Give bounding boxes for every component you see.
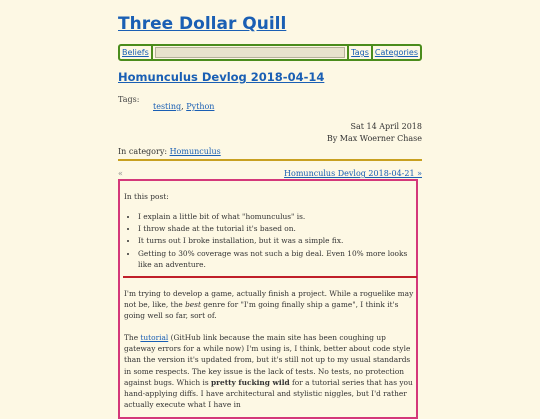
paragraph-text: The	[124, 333, 141, 342]
search-input[interactable]	[155, 47, 345, 58]
post-title-link[interactable]: Homunculus Devlog 2018-04-14	[118, 70, 325, 84]
site-title-link[interactable]: Three Dollar Quill	[118, 14, 287, 34]
paragraph	[124, 288, 414, 322]
navbar	[118, 44, 422, 61]
tag-link-testing[interactable]: testing	[153, 102, 182, 111]
list-item: • I explain a little bit of what "homunculus" is.	[138, 211, 418, 222]
summary-list	[124, 211, 418, 271]
post-content	[118, 179, 418, 419]
category-link[interactable]: Homunculus	[169, 147, 221, 156]
next-post-link[interactable]: Homunculus Devlog 2018-04-21 »	[284, 169, 422, 178]
emphasis-text: best	[185, 300, 201, 310]
tutorial-link[interactable]: tutorial	[140, 333, 169, 342]
list-item: • It turns out I broke installation, but it was a simple fix.	[138, 235, 418, 246]
tag-link-python[interactable]: Python	[186, 102, 215, 111]
tags-label: Tags:	[118, 95, 140, 104]
summary-divider	[123, 276, 417, 278]
nav-link-categories[interactable]: Categories	[374, 48, 418, 57]
tag-separator: ,	[181, 102, 184, 111]
paragraph-text: for a tutorial series that has you hand-applying diffs. I have architectural and stylistic niggles, but I'd rather actually execute what I have in	[124, 377, 413, 410]
paragraph-text: (GitHub link because the main site has been coughing up gateway errors for a while now) I'm using is, I think, better about code style than the version it's updated from, but it's still not up to my usual standards in some respects. The key issue is the lack of tests. No tests, no protection against bugs. Which is	[124, 333, 411, 387]
summary-heading: In this post:	[124, 192, 169, 201]
nav-link-tags[interactable]: Tags	[351, 48, 369, 57]
paragraph-text: genre for "I'm going finally ship a game", I think it's going well so far, sort of.	[124, 300, 399, 321]
post-date: Sat 14 April 2018	[350, 122, 422, 131]
list-item: • Getting to 30% coverage was not such a big deal. Even 10% more looks like an adventure.	[138, 248, 418, 270]
strong-text: pretty fucking wild	[210, 377, 290, 387]
post-category	[118, 147, 221, 156]
nav-link-beliefs[interactable]: Beliefs	[122, 48, 149, 57]
paragraph-text: I'm trying to develop a game, actually finish a project. While a roguelike may not be, like, the	[124, 289, 414, 310]
paragraph	[124, 332, 414, 410]
prev-post-arrow: «	[118, 169, 123, 178]
category-label: In category:	[118, 147, 168, 156]
post-author: By Max Woerner Chase	[326, 134, 422, 143]
list-item: • I throw shade at the tutorial it's based on.	[138, 223, 418, 234]
header-divider	[118, 159, 422, 161]
tags-list	[153, 102, 214, 111]
nav-separator	[151, 46, 153, 59]
